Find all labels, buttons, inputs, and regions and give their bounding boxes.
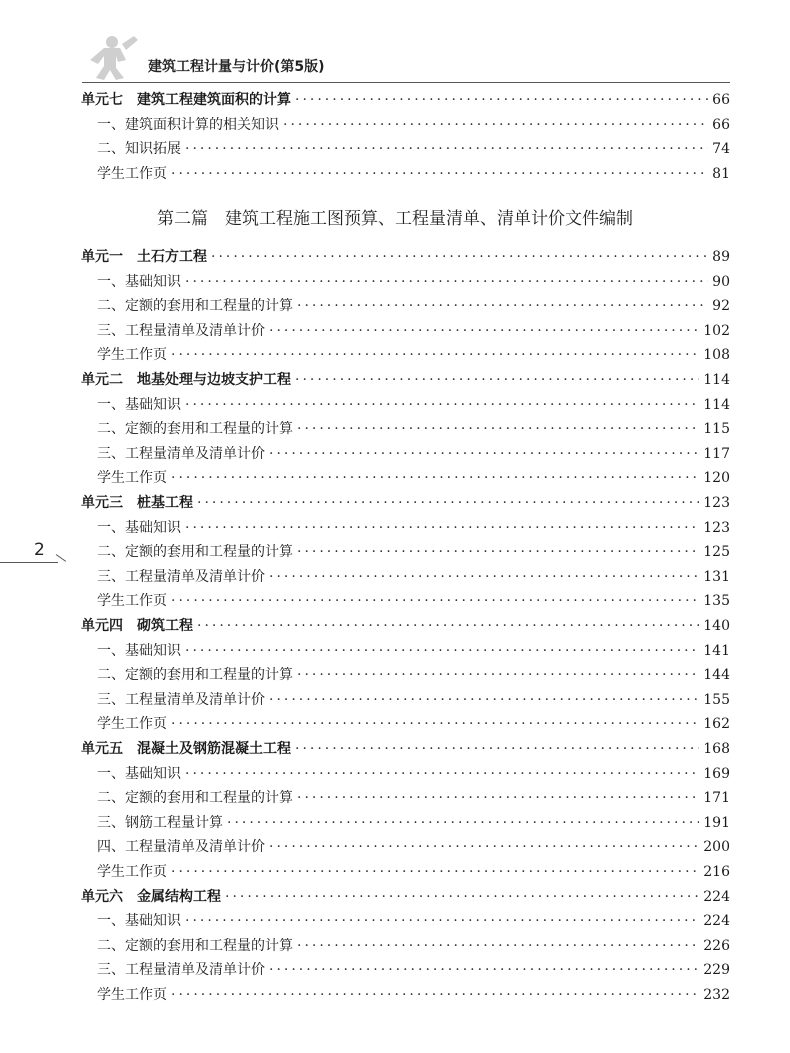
- toc-entry-page: 224: [703, 913, 730, 930]
- toc-entry-page: 131: [703, 568, 730, 585]
- header-divider: [82, 82, 730, 83]
- toc-leader-dots: [171, 162, 708, 186]
- toc-entry-page: 216: [703, 864, 730, 880]
- toc-unit-entry[interactable]: [81, 614, 730, 638]
- toc-entry-title: 一、基础知识: [97, 519, 181, 536]
- toc-leader-dots: [171, 860, 699, 884]
- toc-entry-title: 四、工程量清单及清单计价: [97, 839, 265, 856]
- toc-entry-title: 三、工程量清单及清单计价: [97, 322, 265, 339]
- toc-entry-title: 二、定额的套用和工程量的计算: [97, 544, 293, 561]
- toc-entry-page: 226: [703, 937, 730, 954]
- toc-sub-entry[interactable]: [97, 516, 730, 540]
- toc-unit-entry[interactable]: [81, 491, 730, 515]
- toc-sub-entry[interactable]: [97, 565, 730, 589]
- toc-entry-title: 二、定额的套用和工程量的计算: [97, 667, 293, 684]
- toc-leader-dots: [185, 393, 699, 417]
- toc-entry-page: 224: [703, 888, 730, 905]
- toc-sub-entry[interactable]: [97, 663, 730, 687]
- toc-sub-entry[interactable]: [97, 958, 730, 982]
- toc-entry-title: 单元一 土石方工程: [81, 249, 207, 265]
- toc-entry-title: 三、工程量清单及清单计价: [97, 445, 265, 462]
- toc-leader-dots: [185, 639, 699, 663]
- page-number: 2: [34, 540, 45, 560]
- page-number-tick: [56, 554, 66, 562]
- toc-entry-page: 123: [703, 519, 730, 536]
- toc-entry-title: 学生工作页: [97, 470, 167, 487]
- toc-leader-dots: [197, 491, 699, 515]
- toc-sub-entry[interactable]: [97, 113, 730, 137]
- toc-entry-title: 一、基础知识: [97, 273, 181, 290]
- toc-entry-page: 155: [703, 691, 730, 708]
- toc-sub-entry[interactable]: [97, 294, 730, 318]
- toc-leader-dots: [171, 343, 699, 367]
- toc-entry-title: 二、定额的套用和工程量的计算: [97, 790, 293, 807]
- toc-entry-title: 学生工作页: [97, 716, 167, 733]
- toc-entry-page: 66: [712, 92, 730, 108]
- toc-entry-title: 三、工程量清单及清单计价: [97, 691, 265, 708]
- toc-entry-page: 141: [703, 642, 730, 659]
- toc-unit-entry[interactable]: [81, 737, 730, 761]
- toc-leader-dots: [197, 614, 699, 638]
- toc-leader-dots: [269, 442, 699, 466]
- toc-sub-entry[interactable]: [97, 589, 730, 613]
- toc-entry-page: 169: [703, 765, 730, 782]
- toc-entry-title: 学生工作页: [97, 347, 167, 364]
- toc-unit-entry[interactable]: [81, 88, 730, 112]
- toc-entry-page: 90: [712, 273, 730, 290]
- page-header: [82, 34, 730, 84]
- book-title: 建筑工程计量与计价(第5版): [148, 59, 325, 75]
- toc-entry-page: 66: [712, 116, 730, 133]
- toc-sub-entry[interactable]: [97, 712, 730, 736]
- toc-leader-dots: [171, 983, 699, 1007]
- part-title: 第二篇 建筑工程施工图预算、工程量清单、清单计价文件编制: [157, 209, 633, 229]
- toc-entry-page: 125: [703, 544, 730, 561]
- toc-sub-entry[interactable]: [97, 811, 730, 835]
- toc-entry-page: 89: [712, 249, 730, 265]
- toc-leader-dots: [297, 663, 699, 687]
- toc-entry-page: 74: [712, 141, 730, 158]
- toc-entry-page: 123: [703, 495, 730, 511]
- toc-leader-dots: [283, 113, 708, 137]
- toc-unit-entry[interactable]: [81, 368, 730, 392]
- toc-entry-page: 144: [703, 667, 730, 684]
- toc-entry-title: 单元七 建筑工程建筑面积的计算: [81, 92, 291, 108]
- toc-entry-page: 140: [703, 618, 730, 634]
- toc-leader-dots: [297, 417, 699, 441]
- toc-sub-entry[interactable]: [97, 417, 730, 441]
- toc-leader-dots: [227, 811, 699, 835]
- toc-entry-page: 200: [703, 839, 730, 856]
- toc-entry-title: 单元二 地基处理与边坡支护工程: [81, 372, 291, 388]
- toc-sub-entry[interactable]: [97, 319, 730, 343]
- toc-leader-dots: [171, 466, 699, 490]
- toc-leader-dots: [225, 885, 699, 909]
- toc-entry-title: 一、建筑面积计算的相关知识: [97, 116, 279, 133]
- toc-leader-dots: [171, 712, 699, 736]
- toc-entry-page: 229: [703, 962, 730, 979]
- toc-entry-title: 学生工作页: [97, 593, 167, 610]
- toc-entry-title: 一、基础知识: [97, 913, 181, 930]
- toc-unit-entry[interactable]: [81, 885, 730, 909]
- toc-sub-entry[interactable]: [97, 835, 730, 859]
- toc-entry-page: 191: [703, 814, 730, 831]
- toc-entry-page: 232: [703, 987, 730, 1003]
- toc-entry-page: 115: [703, 421, 730, 438]
- toc-leader-dots: [269, 319, 699, 343]
- toc-leader-dots: [295, 368, 699, 392]
- toc-entry-title: 单元六 金属结构工程: [81, 888, 221, 905]
- toc-entry-page: 135: [703, 593, 730, 610]
- toc-sub-entry[interactable]: [97, 343, 730, 367]
- page-number-rule: [0, 562, 58, 563]
- toc-sub-entry[interactable]: [97, 860, 730, 884]
- toc-leader-dots: [269, 835, 699, 859]
- toc-entry-page: 114: [703, 372, 730, 388]
- toc-entry-title: 学生工作页: [97, 987, 167, 1003]
- toc-entry-title: 二、知识拓展: [97, 141, 181, 158]
- toc-leader-dots: [297, 540, 699, 564]
- toc-entry-title: 一、基础知识: [97, 642, 181, 659]
- toc-entry-title: 单元四 砌筑工程: [81, 618, 193, 634]
- toc-entry-page: 92: [712, 298, 730, 315]
- toc-sub-entry[interactable]: [97, 909, 730, 933]
- toc-entry-title: 一、基础知识: [97, 396, 181, 413]
- toc-entry-page: 102: [703, 322, 730, 339]
- toc-leader-dots: [185, 270, 708, 294]
- toc-entry-page: 81: [712, 165, 730, 182]
- toc-leader-dots: [297, 294, 708, 318]
- toc-entry-title: 单元五 混凝土及钢筋混凝土工程: [81, 741, 291, 757]
- toc-leader-dots: [295, 88, 708, 112]
- toc-sub-entry[interactable]: [97, 934, 730, 958]
- toc-sub-entry[interactable]: [97, 442, 730, 466]
- toc-sub-entry[interactable]: [97, 786, 730, 810]
- toc-sub-entry[interactable]: [97, 688, 730, 712]
- toc-sub-entry[interactable]: [97, 639, 730, 663]
- toc-entry-title: 二、定额的套用和工程量的计算: [97, 421, 293, 438]
- toc-leader-dots: [297, 934, 699, 958]
- toc-leader-dots: [269, 688, 699, 712]
- toc-leader-dots: [171, 589, 699, 613]
- toc-entry-title: 学生工作页: [97, 165, 167, 182]
- toc-sub-entry[interactable]: [97, 270, 730, 294]
- toc-sub-entry[interactable]: [97, 466, 730, 490]
- toc-entry-page: 120: [703, 470, 730, 487]
- toc-leader-dots: [185, 516, 699, 540]
- toc-unit-entry[interactable]: [81, 245, 730, 269]
- figure-logo-icon: [82, 34, 142, 80]
- toc-leader-dots: [185, 137, 708, 161]
- toc-entry-title: 单元三 桩基工程: [81, 495, 193, 511]
- toc-entry-page: 108: [703, 347, 730, 364]
- toc-sub-entry[interactable]: [97, 762, 730, 786]
- toc-entry-title: 三、钢筋工程量计算: [97, 814, 223, 831]
- toc-leader-dots: [269, 958, 699, 982]
- toc-entry-title: 一、基础知识: [97, 765, 181, 782]
- toc-leader-dots: [211, 245, 708, 269]
- toc-entry-title: 学生工作页: [97, 864, 167, 880]
- toc-sub-entry[interactable]: [97, 137, 730, 161]
- toc-entry-page: 171: [703, 790, 730, 807]
- toc-leader-dots: [269, 565, 699, 589]
- toc-leader-dots: [185, 909, 699, 933]
- toc-entry-title: 三、工程量清单及清单计价: [97, 962, 265, 979]
- toc-sub-entry[interactable]: [97, 983, 730, 1007]
- toc-entry-page: 117: [703, 445, 730, 462]
- toc-leader-dots: [185, 762, 699, 786]
- toc-entry-page: 162: [703, 716, 730, 733]
- toc-entry-title: 二、定额的套用和工程量的计算: [97, 937, 293, 954]
- toc-entry-title: 三、工程量清单及清单计价: [97, 568, 265, 585]
- toc-entry-title: 二、定额的套用和工程量的计算: [97, 298, 293, 315]
- toc-sub-entry[interactable]: [97, 162, 730, 186]
- toc-leader-dots: [297, 786, 699, 810]
- toc-entry-page: 114: [703, 396, 730, 413]
- toc-sub-entry[interactable]: [97, 540, 730, 564]
- toc-entry-page: 168: [703, 741, 730, 757]
- toc-sub-entry[interactable]: [97, 393, 730, 417]
- toc-leader-dots: [295, 737, 699, 761]
